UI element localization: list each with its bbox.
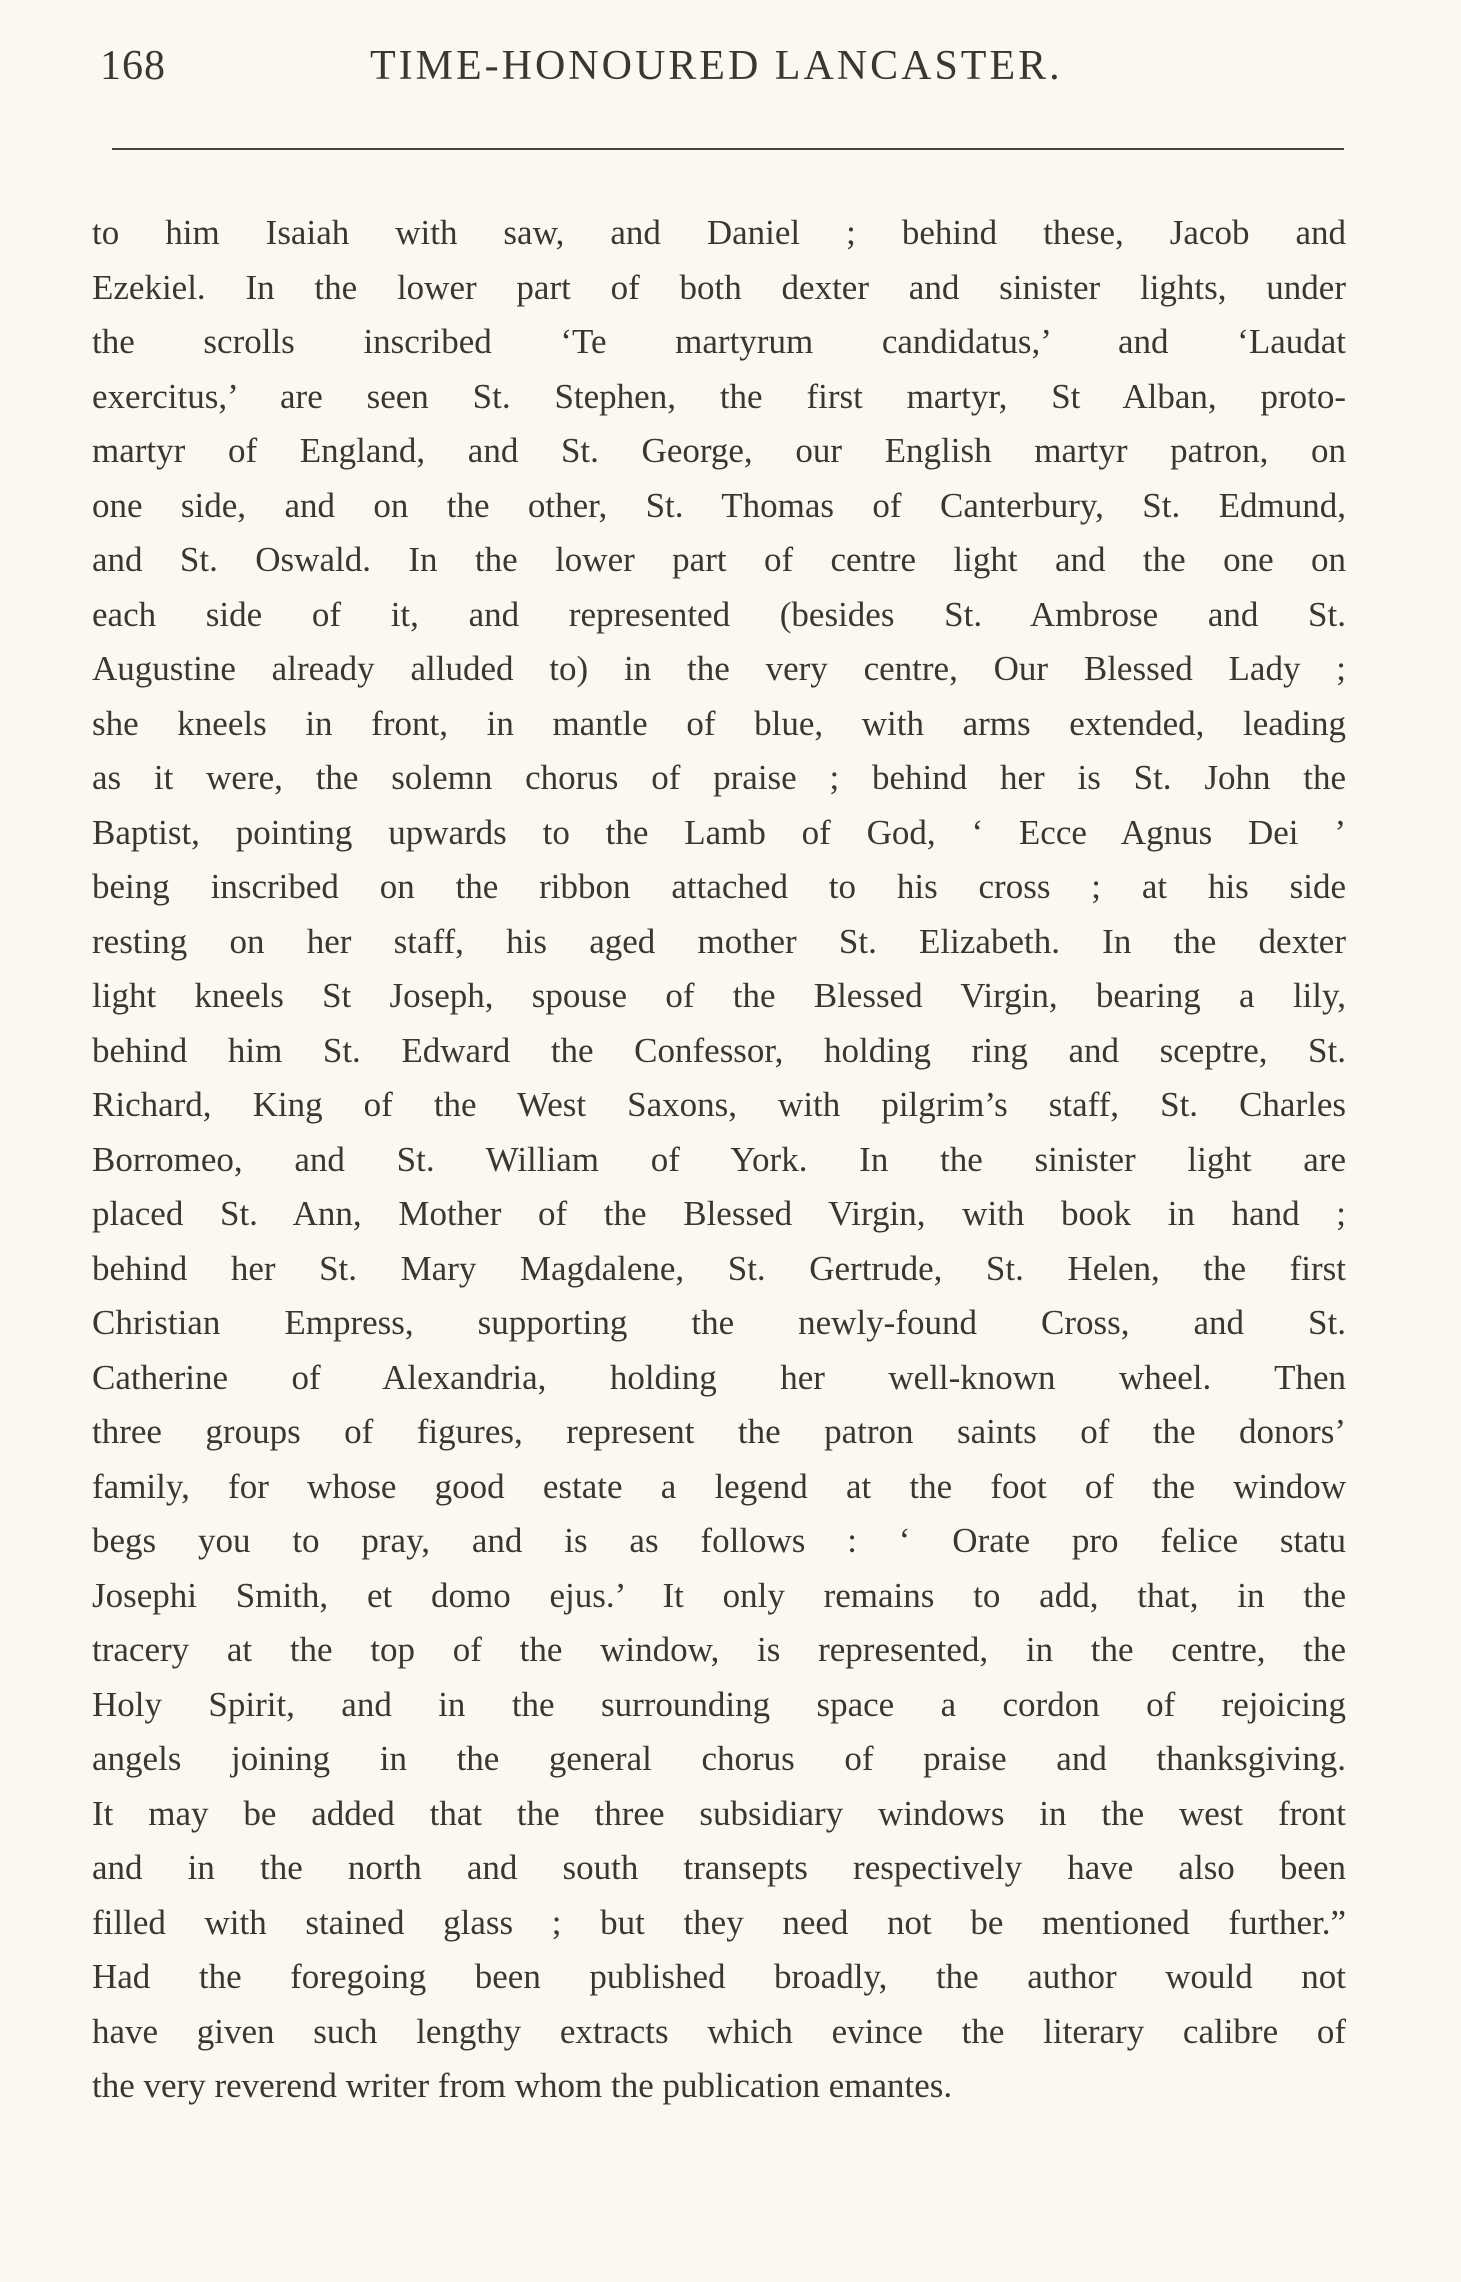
text-line: she kneels in front, in mantle of blue, with arms extended, leading	[92, 703, 1346, 743]
page-header	[100, 42, 1345, 102]
text-line: Had the foregoing been published broadly, the author would not	[92, 1957, 1346, 1996]
text-line: begs you to pray, and is as follows : ‘ Orate pro felice statu	[92, 1521, 1346, 1560]
text-line: martyr of England, and St. George, our English martyr patron, on	[92, 431, 1346, 470]
text-line: resting on her staff, his aged mother St. Elizabeth. In the dexter	[92, 921, 1346, 961]
text-line: behind him St. Edward the Confessor, holding ring and sceptre, St.	[92, 1030, 1346, 1070]
text-line: family, for whose good estate a legend at the foot of the window	[92, 1466, 1346, 1506]
text-line: exercitus,’ are seen St. Stephen, the first martyr, St Alban, proto-	[92, 376, 1346, 416]
text-line: the scrolls inscribed ‘Te martyrum candidatus,’ and ‘Laudat	[92, 322, 1346, 361]
running-title: TIME-HONOURED LANCASTER.	[370, 43, 1063, 89]
text-line: and in the north and south transepts respectively have also been	[92, 1848, 1346, 1887]
header-rule	[112, 148, 1344, 150]
text-line: being inscribed on the ribbon attached to his cross ; at his side	[92, 867, 1346, 906]
text-line: filled with stained glass ; but they need not be mentioned further.”	[92, 1902, 1346, 1942]
text-line: Christian Empress, supporting the newly-found Cross, and St.	[92, 1303, 1346, 1342]
text-line: angels joining in the general chorus of praise and thanksgiving.	[92, 1739, 1346, 1778]
text-line: to him Isaiah with saw, and Daniel ; behind these, Jacob and	[92, 213, 1346, 252]
text-line: Josephi Smith, et domo ejus.’ It only remains to add, that, in the	[92, 1575, 1346, 1615]
text-line: one side, and on the other, St. Thomas of Canterbury, St. Edmund,	[92, 485, 1346, 525]
text-line: behind her St. Mary Magdalene, St. Gertrude, St. Helen, the first	[92, 1248, 1346, 1288]
text-line: Richard, King of the West Saxons, with pilgrim’s staff, St. Charles	[92, 1085, 1346, 1124]
text-line: Augustine already alluded to) in the very centre, Our Blessed Lady ;	[92, 649, 1346, 688]
text-line: light kneels St Joseph, spouse of the Blessed Virgin, bearing a lily,	[92, 976, 1346, 1015]
text-line: Catherine of Alexandria, holding her well-known wheel. Then	[92, 1357, 1346, 1397]
text-line: and St. Oswald. In the lower part of centre light and the one on	[92, 540, 1346, 579]
text-line: three groups of figures, represent the patron saints of the donors’	[92, 1412, 1346, 1451]
text-line: It may be added that the three subsidiary windows in the west front	[92, 1793, 1346, 1833]
text-line: each side of it, and represented (besides St. Ambrose and St.	[92, 594, 1346, 634]
text-line: placed St. Ann, Mother of the Blessed Virgin, with book in hand ;	[92, 1194, 1346, 1233]
text-line: have given such lengthy extracts which evince the literary calibre of	[92, 2011, 1346, 2051]
text-line: the very reverend writer from whom the publication emantes.	[92, 2066, 953, 2105]
text-line: as it were, the solemn chorus of praise ; behind her is St. John the	[92, 758, 1346, 797]
text-line: Borromeo, and St. William of York. In the sinister light are	[92, 1139, 1346, 1179]
body-text	[92, 206, 1346, 2114]
text-line: Baptist, pointing upwards to the Lamb of God, ‘ Ecce Agnus Dei ’	[92, 812, 1346, 852]
text-line: Holy Spirit, and in the surrounding space a cordon of rejoicing	[92, 1684, 1346, 1724]
page-number: 168	[100, 43, 166, 89]
text-line: Ezekiel. In the lower part of both dexter and sinister lights, under	[92, 267, 1346, 307]
text-line: tracery at the top of the window, is represented, in the centre, the	[92, 1630, 1346, 1669]
